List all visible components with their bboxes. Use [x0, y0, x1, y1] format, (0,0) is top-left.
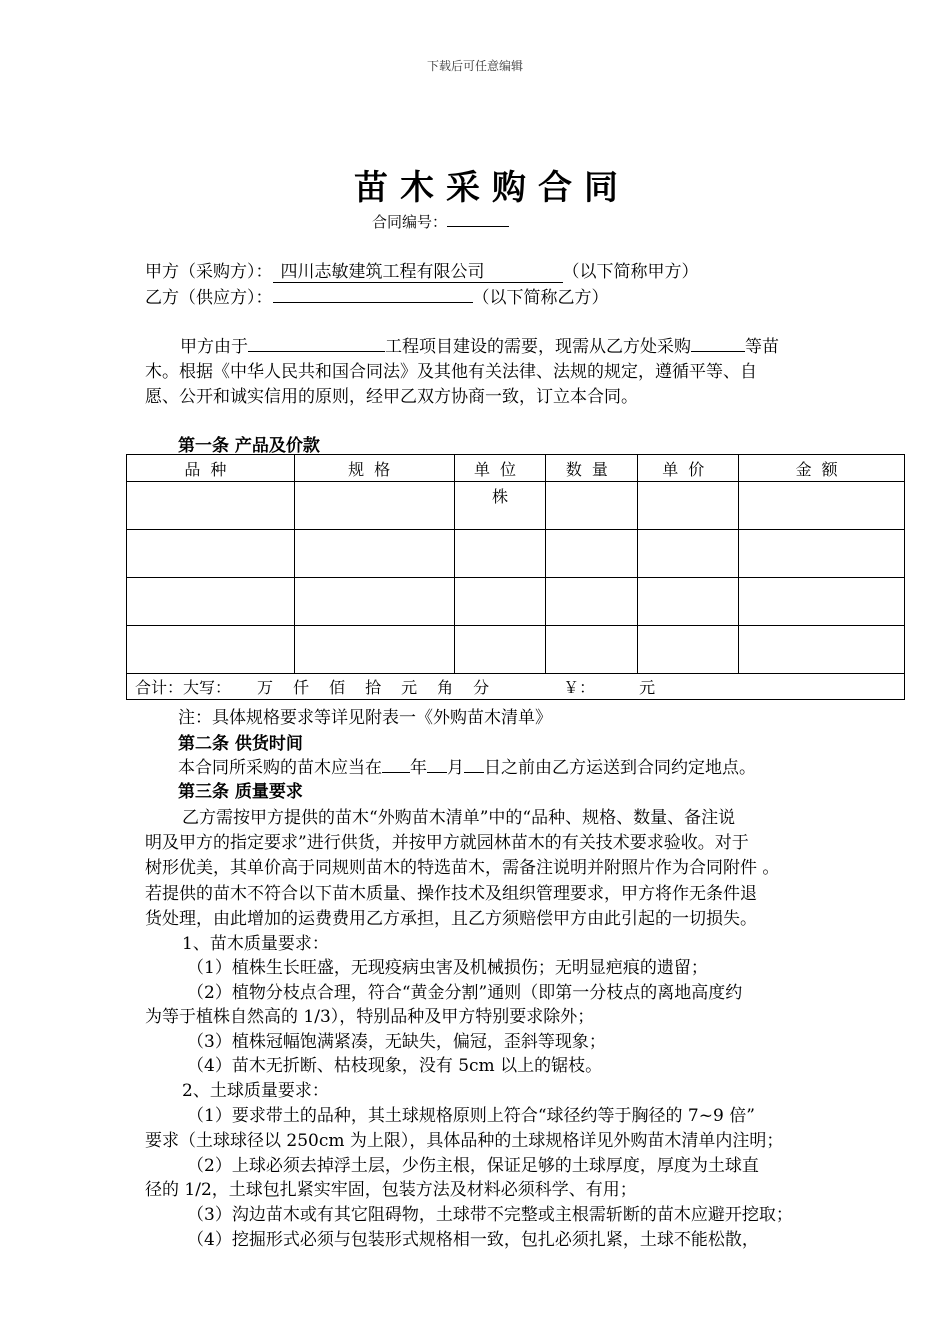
table-row [127, 578, 905, 626]
table-cell[interactable] [546, 626, 638, 674]
party-b-blank[interactable] [273, 284, 473, 303]
total-row [127, 674, 905, 700]
section-3-line: 明及甲方的指定要求”进行供货，并按甲方就园林苗木的有关技术要求验收。对于 [145, 833, 749, 853]
quality-2-item: （1）要求带土的品种，其土球规格原则上符合“球径约等于胸径的 7~9 倍” [187, 1106, 755, 1126]
section-2-title: 第二条 供货时间 [178, 734, 303, 754]
total-unit: 分 [473, 678, 490, 697]
yen-label: ￥： [563, 678, 596, 697]
table-cell[interactable] [127, 482, 295, 530]
quality-1-item: （4）苗木无折断、枯枝现象，没有 5cm 以上的锯枝。 [187, 1056, 603, 1076]
table-cell[interactable] [454, 578, 546, 626]
party-a-name[interactable]: 四川志敏建筑工程有限公司 [273, 262, 563, 283]
party-a-suffix: （以下简称甲方） [562, 262, 699, 282]
month-blank[interactable] [427, 754, 447, 773]
table-cell[interactable] [638, 482, 739, 530]
contract-number-blank[interactable] [447, 208, 509, 227]
year-blank[interactable] [382, 754, 410, 773]
table-cell[interactable] [739, 482, 905, 530]
table-cell[interactable] [546, 482, 638, 530]
header-note: 下载后可任意编辑 [426, 59, 523, 73]
section-3-line: 若提供的苗木不符合以下苗木质量、操作技术及组织管理要求，甲方将作无条件退 [145, 884, 757, 904]
intro-text: 工程项目建设的需要，现需从乙方处采购 [385, 337, 691, 357]
contract-number-label: 合同编号： [372, 213, 448, 231]
table-cell[interactable] [638, 626, 739, 674]
quality-1-title: 1、苗木质量要求： [182, 934, 329, 954]
total-unit: 佰 [329, 678, 346, 697]
section-1-title: 第一条 产品及价款 [178, 436, 320, 456]
table-cell[interactable] [294, 578, 454, 626]
section-2-text [178, 753, 756, 778]
section-3-line: 货处理，由此增加的运费费用乙方承担，且乙方须赔偿甲方由此引起的一切损失。 [145, 909, 757, 929]
section-3-line: 乙方需按甲方提供的苗木“外购苗木清单”中的“品种、规格、数量、备注说 [182, 808, 736, 828]
total-unit: 仟 [293, 678, 310, 697]
total-unit: 元 [401, 678, 418, 697]
delivery-text: 本合同所采购的苗木应当在 [178, 758, 382, 778]
unit-value: 株 [491, 487, 508, 506]
table-cell[interactable] [294, 482, 454, 530]
header-quantity: 数量 [546, 455, 638, 482]
quality-2-item: （2）上球必须去掉浮土层，少伤主根，保证足够的土球厚度，厚度为土球直 [187, 1156, 759, 1176]
table-cell[interactable] [294, 530, 454, 578]
table-cell[interactable] [739, 626, 905, 674]
delivery-text: 月 [447, 758, 464, 778]
header-unit: 单位 [454, 455, 546, 482]
purchase-item-blank[interactable] [691, 333, 745, 352]
section-3-line: 树形优美，其单价高于同规则苗木的特选苗木，需备注说明并附照片作为合同附件 。 [145, 858, 780, 878]
total-cell[interactable] [127, 674, 905, 700]
table-cell[interactable] [739, 578, 905, 626]
table-cell[interactable] [546, 578, 638, 626]
delivery-text: 年 [410, 758, 427, 778]
table-row [127, 530, 905, 578]
total-unit: 拾 [365, 678, 382, 697]
header-amount: 金额 [739, 455, 905, 482]
section-3-title: 第三条 质量要求 [178, 782, 303, 802]
day-blank[interactable] [464, 754, 484, 773]
table-cell[interactable] [454, 530, 546, 578]
party-a-label: 甲方（采购方）： [145, 262, 273, 282]
intro-text: 等苗 [745, 337, 779, 357]
header-unit-price: 单价 [638, 455, 739, 482]
table-cell[interactable] [739, 530, 905, 578]
intro-line-1 [180, 332, 779, 357]
quality-1-item: 为等于植株自然高的 1/3），特别品种及甲方特别要求除外； [145, 1007, 595, 1027]
party-b-suffix: （以下简称乙方） [472, 288, 609, 308]
quality-2-item: 要求（土球球径以 250cm 为上限），具体品种的土球规格详见外购苗木清单内注明； [145, 1131, 784, 1151]
table-note: 注：具体规格要求等详见附表一《外购苗木清单》 [178, 708, 552, 728]
table-cell[interactable] [638, 530, 739, 578]
table-cell[interactable] [127, 578, 295, 626]
total-content [135, 678, 655, 697]
header-spec: 规格 [294, 455, 454, 482]
party-b-label: 乙方（供应方）： [145, 288, 273, 308]
document-title: 苗木采购合同 [354, 168, 630, 208]
quality-2-item: （4）挖掘形式必须与包装形式规格相一致，包扎必须扎紧，土球不能松散， [187, 1230, 759, 1250]
table-cell-unit[interactable] [454, 482, 546, 530]
quality-1-item: （1）植株生长旺盛，无现疫病虫害及机械损伤；无明显疤痕的遗留； [187, 958, 708, 978]
yuan-label: 元 [639, 678, 656, 697]
total-unit: 角 [437, 678, 454, 697]
party-b-line [145, 283, 609, 308]
table-cell[interactable] [454, 626, 546, 674]
total-label: 合计：大写： [135, 678, 232, 697]
table-cell[interactable] [546, 530, 638, 578]
table-cell[interactable] [638, 578, 739, 626]
quality-2-title: 2、土球质量要求： [182, 1081, 329, 1101]
table-cell[interactable] [127, 626, 295, 674]
intro-line-2: 木。根据《中华人民共和国合同法》及其他有关法律、法规的规定，遵循平等、自 [145, 362, 757, 382]
total-unit: 万 [257, 678, 274, 697]
party-a-line [145, 257, 699, 282]
quality-1-item: （3）植株冠幅饱满紧凑，无缺失，偏冠，歪斜等现象； [187, 1032, 606, 1052]
contract-number [372, 208, 509, 232]
header-variety: 品种 [127, 455, 295, 482]
delivery-text: 日之前由乙方运送到合同约定地点。 [484, 758, 756, 778]
intro-text: 甲方由于 [180, 337, 248, 357]
intro-line-3: 愿、公开和诚实信用的原则，经甲乙双方协商一致，订立本合同。 [145, 387, 638, 407]
table-row [127, 482, 905, 530]
product-price-table [126, 454, 905, 700]
table-cell[interactable] [127, 530, 295, 578]
table-row [127, 626, 905, 674]
quality-2-item: （3）沟边苗木或有其它阻碍物，土球带不完整或主根需斩断的苗木应避开挖取； [187, 1205, 793, 1225]
quality-2-item: 径的 1/2，土球包扎紧实牢固，包装方法及材料必须科学、有用； [145, 1180, 637, 1200]
table-cell[interactable] [294, 626, 454, 674]
project-name-blank[interactable] [248, 333, 385, 352]
quality-1-item: （2）植物分枝点合理，符合“黄金分割”通则（即第一分枝点的离地高度约 [187, 983, 743, 1003]
